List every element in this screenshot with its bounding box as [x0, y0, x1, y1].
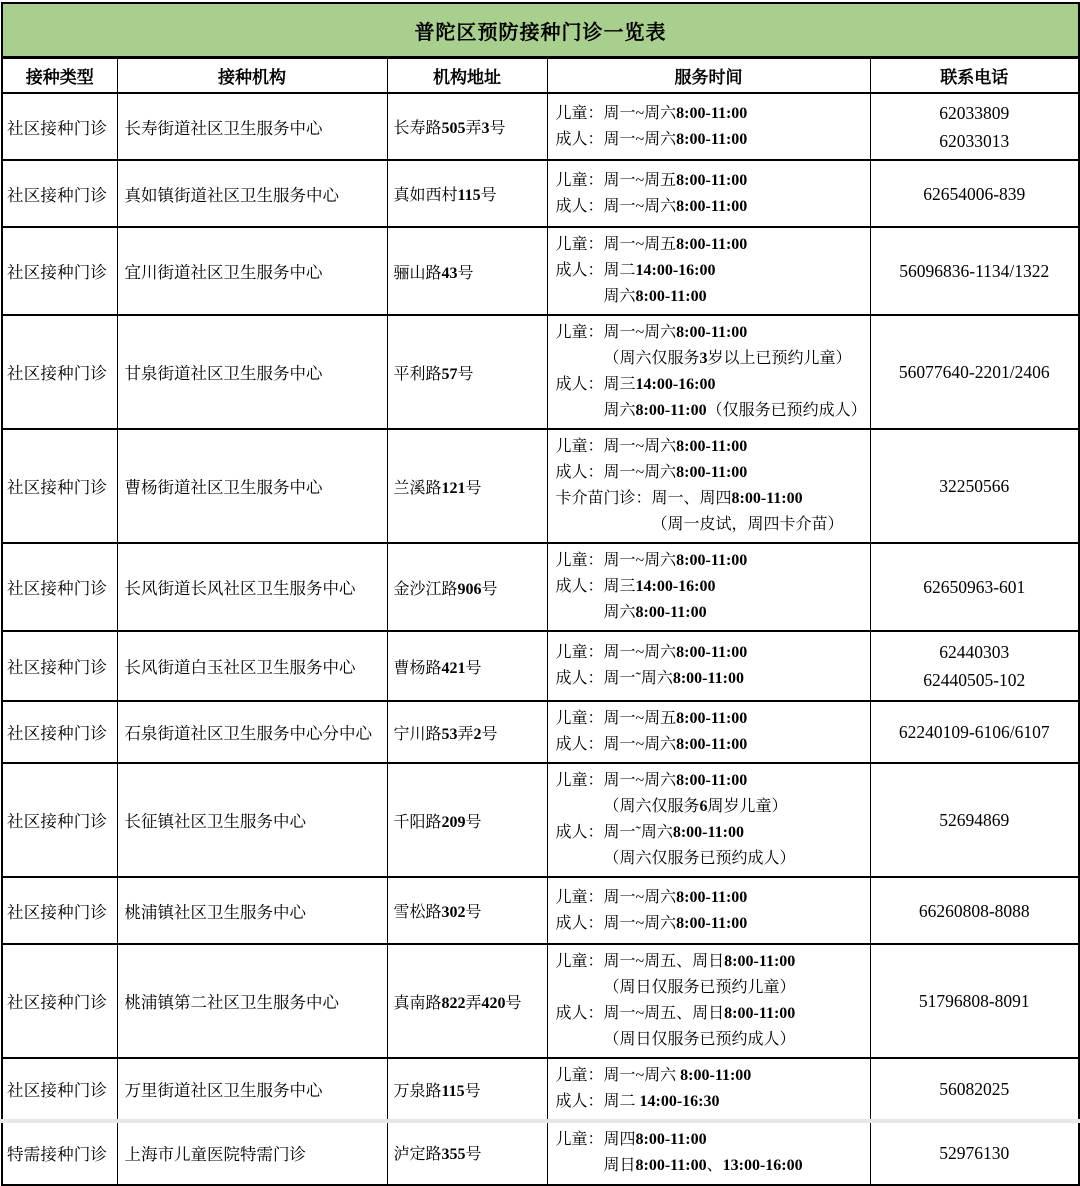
- cell-institution: 甘泉街道社区卫生服务中心: [117, 315, 387, 429]
- cell-service-hours: [547, 944, 870, 1058]
- service-hours-line: 成人：周二 14:00-16:30: [555, 1093, 720, 1110]
- cell-phone: [870, 1058, 1079, 1120]
- cell-institution: 桃浦镇第二社区卫生服务中心: [117, 944, 387, 1058]
- cell-address: 真如西村115号: [387, 160, 547, 227]
- cell-institution: 长寿街道社区卫生服务中心: [117, 93, 387, 160]
- phone-number: 62654006-839: [923, 183, 1026, 204]
- table-row: [2, 543, 1079, 631]
- cell-service-hours: [547, 877, 870, 944]
- cell-vaccination-type: 社区接种门诊: [2, 429, 117, 543]
- cell-vaccination-type: 社区接种门诊: [2, 877, 117, 944]
- service-hours-line: 儿童：周一~周五8:00-11:00: [555, 710, 748, 727]
- bottom-edge: [0, 1119, 1080, 1123]
- service-hours-line: （周日仅服务已预约成人）: [603, 1031, 796, 1048]
- cell-service-hours: [547, 763, 870, 877]
- cell-vaccination-type: 社区接种门诊: [2, 227, 117, 315]
- cell-address: 长寿路505弄3号: [387, 93, 547, 160]
- col-header-phone: 联系电话: [870, 58, 1079, 94]
- service-hours-line: 成人：周一~周五、周日8:00-11:00: [555, 1005, 796, 1022]
- cell-phone: [870, 315, 1079, 429]
- service-hours-line: 儿童：周一~周六8:00-11:00: [555, 644, 748, 661]
- page-title: 普陀区预防接种门诊一览表: [2, 3, 1079, 58]
- phone-number: 62033809: [939, 102, 1010, 123]
- table-row: [2, 1120, 1079, 1185]
- phone-number: 51796808-8091: [918, 991, 1030, 1011]
- service-hours-line: 儿童：周一~周六8:00-11:00: [555, 438, 748, 455]
- cell-service-hours: [547, 543, 870, 631]
- cell-institution: 长风街道长风社区卫生服务中心: [117, 543, 387, 631]
- cell-address: 曹杨路421号: [387, 631, 547, 701]
- table-row: [2, 1058, 1079, 1120]
- table-row: [2, 701, 1079, 763]
- service-hours-line: 卡介苗门诊：周一、周四8:00-11:00: [555, 490, 803, 507]
- service-hours-line: 成人：周一˜周六8:00-11:00: [555, 824, 744, 841]
- service-hours-line: 成人：周二14:00-16:00: [555, 262, 716, 279]
- phone-number: 56077640-2201/2406: [898, 362, 1050, 382]
- col-header-service: 服务时间: [547, 58, 870, 94]
- cell-service-hours: [547, 631, 870, 701]
- cell-vaccination-type: 社区接种门诊: [2, 543, 117, 631]
- service-hours-line: （周一皮试，周四卡介苗）: [651, 516, 844, 533]
- cell-institution: 上海市儿童医院特需门诊: [117, 1120, 387, 1185]
- cell-address: 千阳路209号: [387, 763, 547, 877]
- cell-address: 金沙江路906号: [387, 543, 547, 631]
- cell-vaccination-type: 社区接种门诊: [2, 701, 117, 763]
- service-hours-line: 成人：周三14:00-16:00: [555, 578, 716, 595]
- service-hours-line: （周日仅服务已预约儿童）: [603, 979, 796, 996]
- cell-institution: 万里街道社区卫生服务中心: [117, 1058, 387, 1120]
- cell-phone: [870, 763, 1079, 877]
- service-hours-line: 儿童：周一~周五、周日8:00-11:00: [555, 953, 796, 970]
- cell-address: 万泉路115号: [387, 1058, 547, 1120]
- service-hours-line: 成人：周一~周六8:00-11:00: [555, 914, 748, 932]
- phone-number: 52694869: [939, 810, 1010, 830]
- table-row: [2, 315, 1079, 429]
- service-hours-line: 成人：周三14:00-16:00: [555, 376, 716, 393]
- phone-number: 66260808-8088: [918, 900, 1030, 921]
- cell-address: 泸定路355号: [387, 1120, 547, 1185]
- service-hours-line: 成人：周一~周六8:00-11:00: [555, 736, 748, 753]
- cell-service-hours: [547, 701, 870, 763]
- cell-institution: 桃浦镇社区卫生服务中心: [117, 877, 387, 944]
- cell-address: 兰溪路121号: [387, 429, 547, 543]
- col-header-org: 接种机构: [117, 58, 387, 94]
- service-hours-line: 儿童：周一~周五8:00-11:00: [555, 171, 748, 189]
- service-hours-line: 周日8:00-11:00、13:00-16:00: [603, 1156, 803, 1174]
- cell-service-hours: [547, 1058, 870, 1120]
- table-row: [2, 877, 1079, 944]
- cell-address: 真南路822弄420号: [387, 944, 547, 1058]
- service-hours-line: 儿童：周一~周六 8:00-11:00: [555, 1067, 752, 1084]
- cell-service-hours: [547, 315, 870, 429]
- table-row: [2, 93, 1079, 160]
- cell-vaccination-type: 社区接种门诊: [2, 160, 117, 227]
- cell-phone: [870, 1120, 1079, 1185]
- service-hours-line: 儿童：周一~周六8:00-11:00: [555, 772, 748, 789]
- phone-number: 32250566: [939, 476, 1010, 496]
- table-row: [2, 631, 1079, 701]
- service-hours-line: （周六仅服务已预约成人）: [603, 850, 796, 867]
- service-hours-line: 成人：周一~周六8:00-11:00: [555, 130, 748, 148]
- table-row: [2, 429, 1079, 543]
- cell-phone: [870, 877, 1079, 944]
- service-hours-line: 周六8:00-11:00: [603, 604, 707, 621]
- clinic-table: [1, 2, 1080, 1186]
- col-header-type: 接种类型: [2, 58, 117, 94]
- cell-phone: [870, 543, 1079, 631]
- table-row: [2, 944, 1079, 1058]
- service-hours-line: 成人：周一~周六8:00-11:00: [555, 464, 748, 481]
- cell-phone: [870, 944, 1079, 1058]
- cell-phone: [870, 227, 1079, 315]
- cell-address: 平利路57号: [387, 315, 547, 429]
- service-hours-line: 儿童：周一~周六8:00-11:00: [555, 888, 748, 906]
- cell-institution: 宜川街道社区卫生服务中心: [117, 227, 387, 315]
- table-body: [2, 93, 1079, 1185]
- service-hours-line: 成人：周一~周六8:00-11:00: [555, 197, 748, 215]
- service-hours-line: 儿童：周一~周五8:00-11:00: [555, 236, 748, 253]
- table-row: [2, 763, 1079, 877]
- cell-institution: 曹杨街道社区卫生服务中心: [117, 429, 387, 543]
- service-hours-line: （周六仅服务3岁以上已预约儿童）: [603, 350, 852, 367]
- cell-vaccination-type: 社区接种门诊: [2, 93, 117, 160]
- title-row: [2, 3, 1079, 58]
- table-row: [2, 227, 1079, 315]
- phone-number: 52976130: [939, 1142, 1010, 1163]
- cell-vaccination-type: 社区接种门诊: [2, 315, 117, 429]
- cell-institution: 长风街道白玉社区卫生服务中心: [117, 631, 387, 701]
- cell-service-hours: [547, 429, 870, 543]
- cell-phone: [870, 160, 1079, 227]
- service-hours-line: 儿童：周一~周六8:00-11:00: [555, 324, 748, 341]
- cell-service-hours: [547, 160, 870, 227]
- cell-phone: [870, 93, 1079, 160]
- phone-number: 62650963-601: [923, 577, 1026, 597]
- service-hours-line: 周六8:00-11:00（仅服务已预约成人）: [603, 402, 867, 419]
- phone-number: 56082025: [939, 1079, 1010, 1099]
- table-row: [2, 160, 1079, 227]
- cell-vaccination-type: 社区接种门诊: [2, 944, 117, 1058]
- cell-address: 宁川路53弄2号: [387, 701, 547, 763]
- phone-number: 62033013: [939, 130, 1010, 151]
- cell-address: 雪松路302号: [387, 877, 547, 944]
- cell-vaccination-type: 特需接种门诊: [2, 1120, 117, 1185]
- service-hours-line: 儿童：周一~周六8:00-11:00: [555, 104, 748, 122]
- cell-address: 骊山路43号: [387, 227, 547, 315]
- cell-phone: [870, 631, 1079, 701]
- phone-number: 62240109-6106/6107: [898, 722, 1050, 742]
- cell-phone: [870, 429, 1079, 543]
- service-hours-line: （周六仅服务6周岁儿童）: [603, 798, 788, 815]
- cell-service-hours: [547, 227, 870, 315]
- service-hours-line: 周六8:00-11:00: [603, 288, 707, 305]
- cell-service-hours: [547, 1120, 870, 1185]
- cell-vaccination-type: 社区接种门诊: [2, 631, 117, 701]
- cell-institution: 石泉街道社区卫生服务中心分中心: [117, 701, 387, 763]
- col-header-addr: 机构地址: [387, 58, 547, 94]
- cell-service-hours: [547, 93, 870, 160]
- service-hours-line: 成人：周一˜周六8:00-11:00: [555, 670, 744, 687]
- header-row: [2, 58, 1079, 94]
- cell-institution: 真如镇街道社区卫生服务中心: [117, 160, 387, 227]
- phone-number: 62440303: [939, 642, 1010, 662]
- cell-vaccination-type: 社区接种门诊: [2, 1058, 117, 1120]
- phone-number: 62440505-102: [923, 670, 1026, 690]
- cell-phone: [870, 701, 1079, 763]
- service-hours-line: 儿童：周一~周六8:00-11:00: [555, 552, 748, 569]
- cell-vaccination-type: 社区接种门诊: [2, 763, 117, 877]
- service-hours-line: 儿童：周四8:00-11:00: [555, 1130, 707, 1148]
- cell-institution: 长征镇社区卫生服务中心: [117, 763, 387, 877]
- phone-number: 56096836-1134/1322: [899, 261, 1050, 281]
